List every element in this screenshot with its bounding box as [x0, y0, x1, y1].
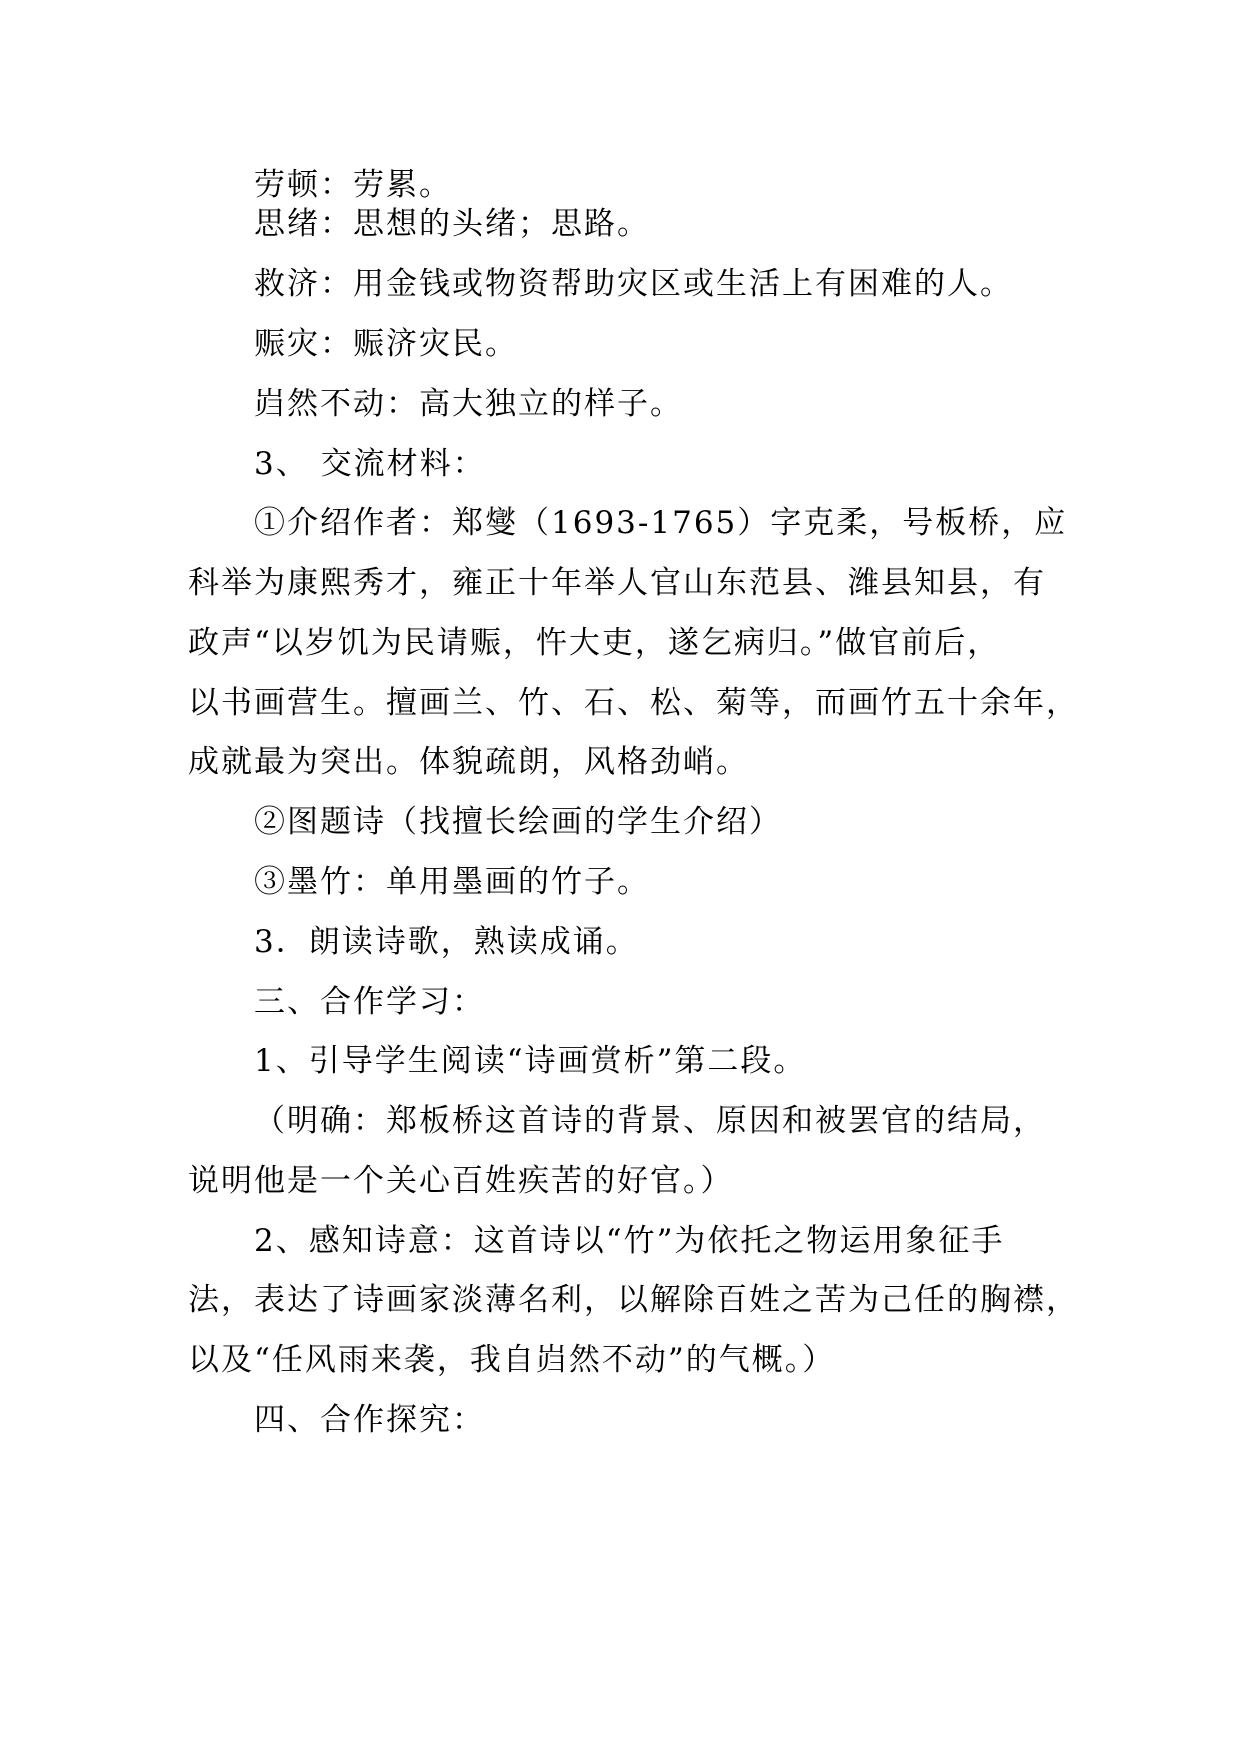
text-line: 1、引导学生阅读“诗画赏析”第二段。 — [254, 1043, 807, 1079]
text-line: 3、 交流材料： — [254, 446, 486, 482]
text-line: 岿然不动：高大独立的样子。 — [254, 386, 683, 422]
text-line: 科举为康熙秀才，雍正十年举人官山东范县、潍县知县，有 — [188, 565, 1046, 601]
text-line: 成就最为突出。体貌疏朗，风格劲峭。 — [188, 744, 749, 780]
text-line: 赈灾：赈济灾民。 — [254, 326, 518, 362]
text-line: 三、合作学习： — [254, 984, 485, 1020]
text-line: ②图题诗（找擅长绘画的学生介绍） — [254, 804, 782, 840]
text-line: 3．朗读诗歌，熟读成诵。 — [254, 924, 639, 960]
text-line: （明确：郑板桥这首诗的背景、原因和被罢官的结局， — [254, 1103, 1046, 1139]
text-line: 四、合作探究： — [254, 1402, 485, 1438]
text-line: 政声“以岁饥为民请赈，忤大吏，遂乞病归。”做官前后， — [188, 625, 1001, 661]
text-line: ①介绍作者：郑燮（1693-1765）字克柔，号板桥，应 — [254, 505, 1068, 541]
text-line: 法，表达了诗画家淡薄名利，以解除百姓之苦为己任的胸襟， — [188, 1282, 1079, 1318]
text-line: 思绪：思想的头绪；思路。 — [254, 206, 650, 242]
text-line: 以及“任风雨来袭，我自岿然不动”的气概。） — [188, 1342, 836, 1378]
text-line: 救济：用金钱或物资帮助灾区或生活上有困难的人。 — [254, 266, 1013, 302]
text-line: 说明他是一个关心百姓疾苦的好官。） — [188, 1163, 734, 1199]
text-line: 2、感知诗意：这首诗以“竹”为依托之物运用象征手 — [254, 1223, 1005, 1259]
text-line: ③墨竹：单用墨画的竹子。 — [254, 864, 650, 900]
text-line: 以书画营生。擅画兰、竹、石、松、菊等，而画竹五十余年， — [188, 685, 1079, 721]
text-line: 劳顿：劳累。 — [254, 167, 452, 203]
